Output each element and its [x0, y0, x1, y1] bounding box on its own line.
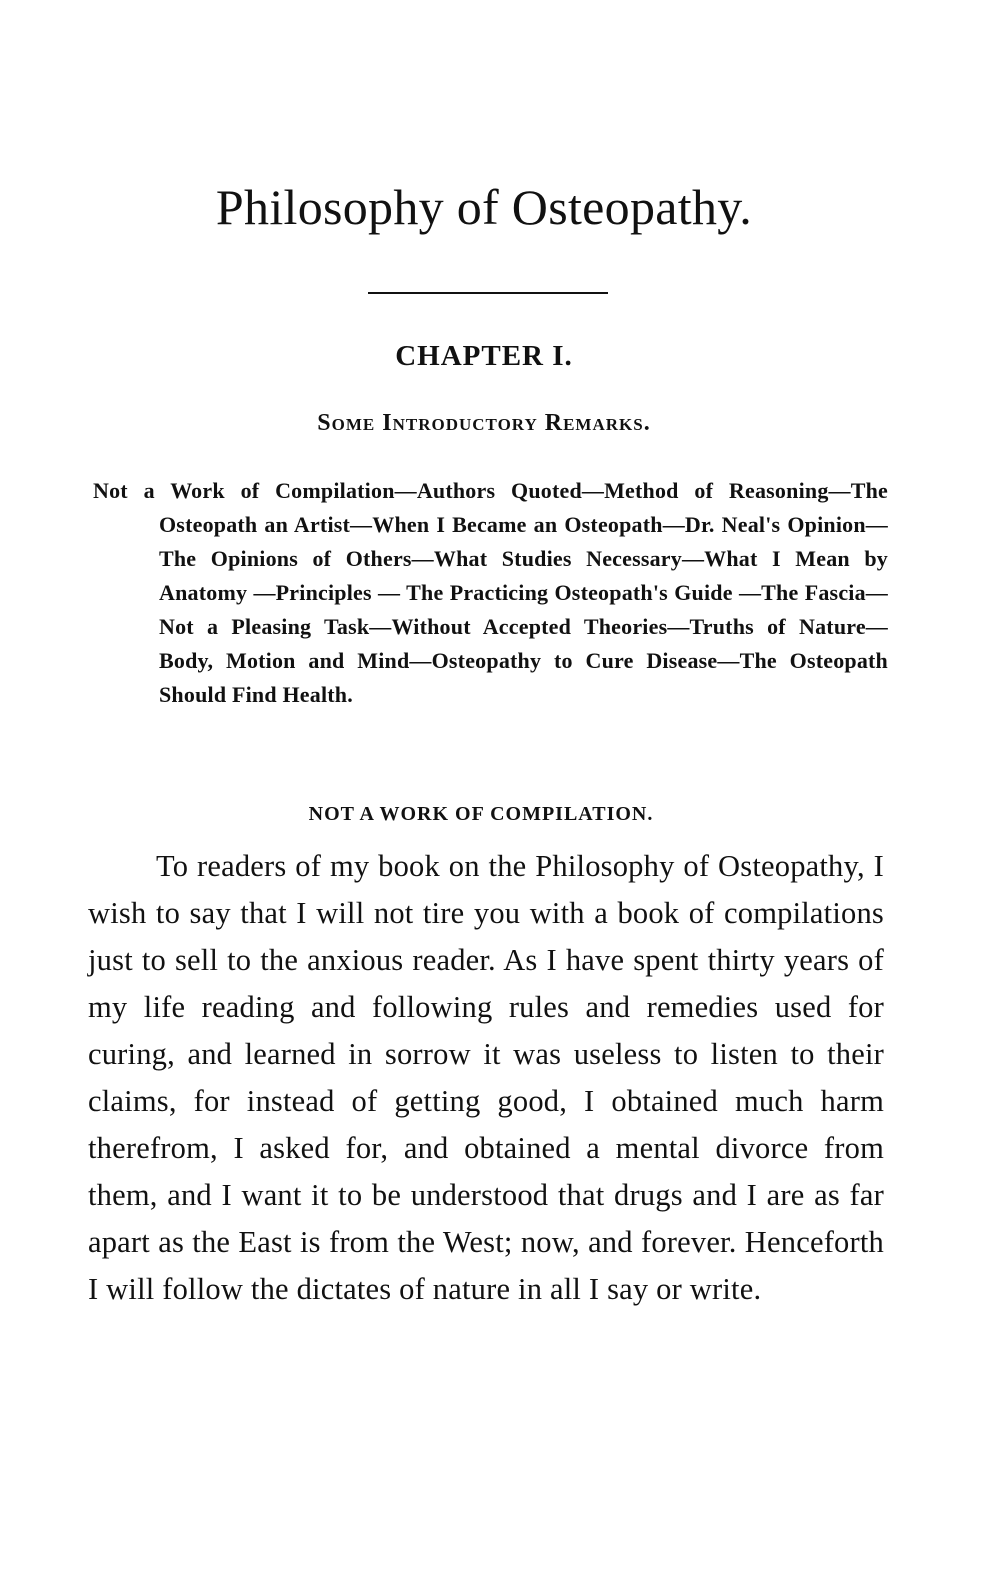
title-divider	[368, 292, 608, 294]
chapter-summary: Not a Work of Compilation—Authors Quoted—Method of Reasoning—The Osteopath an Artist—When I Became an Osteopath—Dr. Neal's Opinion—The Opinions of Others—What Studies Necessary—What I Mean by Anatomy —Principles — The Practicing Osteopath's Guide —The Fascia—Not a Pleasing Task—Without Accepted Theories—Truths of Nature—Body, Motion and Mind—Osteopathy to Cure Disease—The Osteopath Should Find Health.	[93, 478, 888, 707]
body-paragraph: To readers of my book on the Philosophy of Osteopathy, I wish to say that I will not tire you with a book of compilations just to sell to the anxious reader. As I have spent thirty years of my life reading and following rules and remedies used for curing, and learned in sorrow it was useless to listen to their claims, for instead of getting good, I obtained much harm therefrom, I asked for, and obtained a mental divorce from them, and I want it to be understood that drugs and I are as far apart as the East is from the West; now, and forever. Henceforth I will follow the dictates of nature in all I say or write.	[88, 849, 884, 1306]
section-title: Some Introductory Remarks.	[317, 410, 651, 436]
book-title: Philosophy of Osteopathy.	[215, 179, 753, 235]
section-subheading: NOT A WORK OF COMPILATION.	[308, 803, 654, 825]
chapter-heading: CHAPTER I.	[395, 340, 573, 372]
